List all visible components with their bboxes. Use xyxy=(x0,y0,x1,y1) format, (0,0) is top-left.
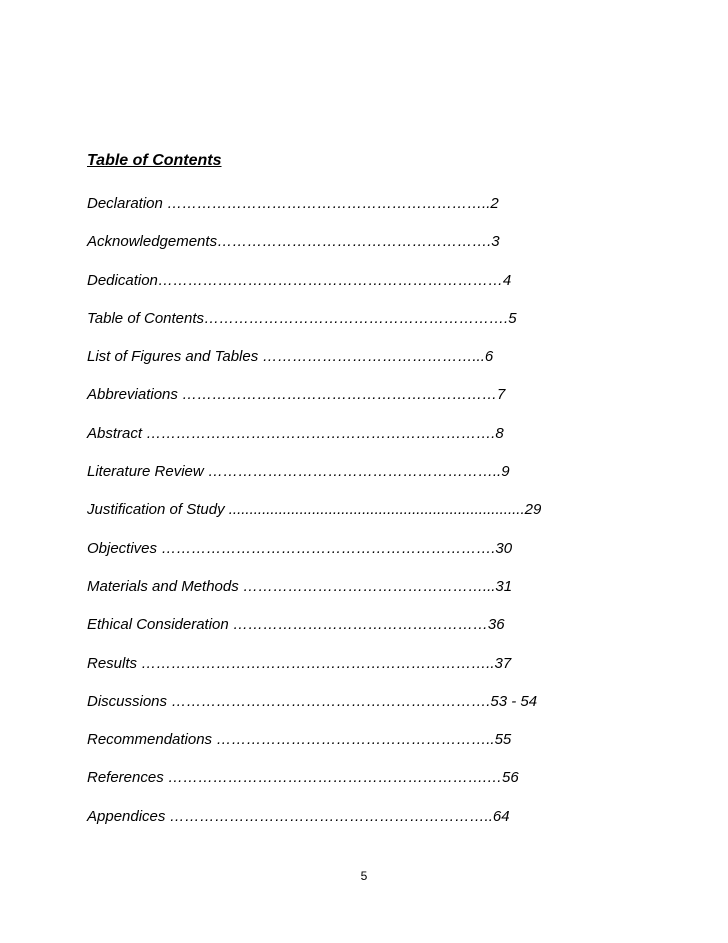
page-number: 5 xyxy=(360,869,368,883)
toc-entry-abstract: Abstract …………………………………………………………….8 xyxy=(87,424,504,442)
toc-entry-results: Results ……………………………………………………………..37 xyxy=(87,654,512,672)
toc-entry-references: References ……………………………………………………….…56 xyxy=(87,769,519,787)
toc-entry-abbreviations: Abbreviations ………………………………………………………7 xyxy=(87,386,506,404)
toc-entry-justification: Justification of Study .......................................................................29 xyxy=(87,501,542,519)
toc-entry-objectives: Objectives ………………………………………………………….30 xyxy=(87,539,513,557)
toc-heading: Table of Contents xyxy=(87,152,222,169)
toc-entry-literature-review: Literature Review …………………………………………………..9 xyxy=(87,463,510,481)
toc-entry-list-of-figures: List of Figures and Tables ……………………………………...6 xyxy=(87,348,494,366)
toc-entry-appendices: Appendices ………………………………………………………..64 xyxy=(87,807,510,825)
toc-entry-table-of-contents: Table of Contents…………………………………………………….5 xyxy=(87,309,517,327)
toc-entry-acknowledgements: Acknowledgements……………………………………………….3 xyxy=(87,233,500,251)
toc-entry-ethical-consideration: Ethical Consideration ……………………………………………36 xyxy=(87,616,505,634)
toc-list xyxy=(87,194,541,845)
toc-entry-materials-methods: Materials and Methods …………………………………………...31 xyxy=(87,577,513,595)
toc-entry-recommendations: Recommendations ………………………………………………..55 xyxy=(87,731,512,749)
toc-entry-discussions: Discussions ……………………………………………………….53 - 54 xyxy=(87,692,538,710)
toc-entry-declaration: Declaration ………………………………………………………..2 xyxy=(87,195,499,212)
toc-entry-dedication: Dedication……………………………………………………………4 xyxy=(87,271,512,289)
